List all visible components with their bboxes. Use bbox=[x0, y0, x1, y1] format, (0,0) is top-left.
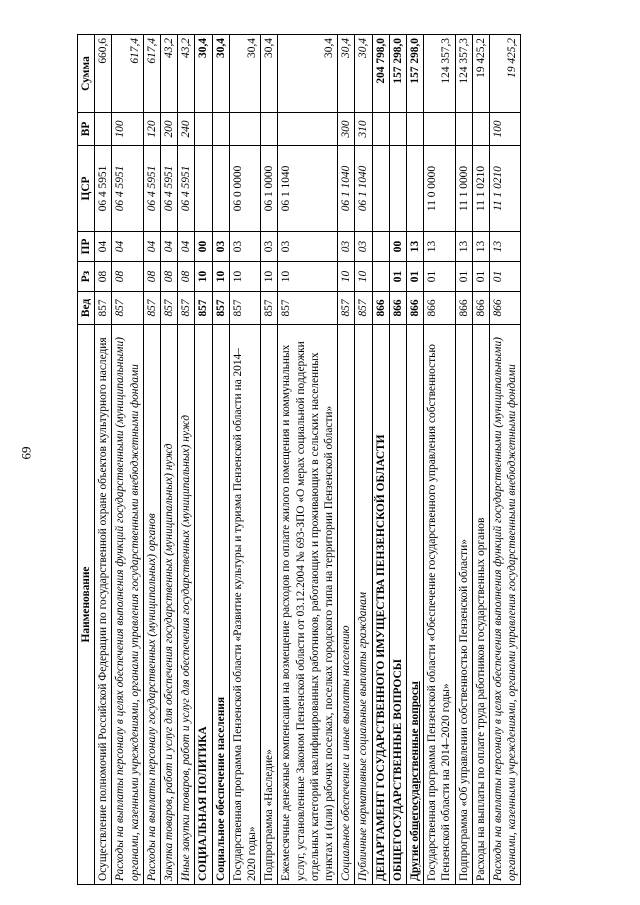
cell-pr: 04 bbox=[143, 232, 160, 262]
cell-ved: 857 bbox=[212, 292, 229, 325]
cell-ved: 857 bbox=[338, 292, 355, 325]
cell-name: Ежемесячные денежные компенсации на возмещение расходов по оплате жилого помещения и коммунальных услуг, установленные Законом Пензенской области от 03.12.2004 № 693-ЗПО «О мерах социальной поддержки отдельных категорий квалифицированных работников, работающих и проживающих в сельских населенных пунктах и (или) рабочих поселках, поселках городского типа на территории Пензенской области» bbox=[278, 325, 338, 885]
cell-rz: 01 bbox=[389, 262, 406, 292]
cell-csr: 06 4 5951 bbox=[178, 146, 195, 232]
cell-ved: 857 bbox=[278, 292, 338, 325]
cell-name: Государственная программа Пензенской области «Обеспечение государственного управления собственностью Пензенской области на 2014–2020 годы» bbox=[424, 325, 455, 885]
cell-vr: 240 bbox=[178, 113, 195, 146]
cell-pr: 03 bbox=[338, 232, 355, 262]
cell-pr: 13 bbox=[424, 232, 455, 262]
table-row bbox=[472, 35, 489, 885]
cell-pr: 13 bbox=[407, 232, 424, 262]
cell-csr: 06 4 5951 bbox=[112, 146, 143, 232]
cell-vr bbox=[424, 113, 455, 146]
cell-ved: 866 bbox=[455, 292, 472, 325]
cell-csr: 11 1 0000 bbox=[455, 146, 472, 232]
cell-pr: 00 bbox=[389, 232, 406, 262]
cell-ved: 866 bbox=[372, 292, 389, 325]
cell-ved: 857 bbox=[195, 292, 212, 325]
cell-name: Публичные нормативные социальные выплаты гражданам bbox=[355, 325, 372, 885]
table-row bbox=[178, 35, 195, 885]
header-sum: Сумма bbox=[78, 35, 95, 113]
table-row bbox=[143, 35, 160, 885]
cell-name: ОБЩЕГОСУДАРСТВЕННЫЕ ВОПРОСЫ bbox=[389, 325, 406, 885]
page-number-container bbox=[6, 0, 46, 905]
page-number: 69 bbox=[18, 446, 33, 459]
cell-sum: 30,4 bbox=[212, 35, 229, 113]
cell-ved: 857 bbox=[178, 292, 195, 325]
cell-csr: 06 1 1040 bbox=[355, 146, 372, 232]
cell-name: СОЦИАЛЬНАЯ ПОЛИТИКА bbox=[195, 325, 212, 885]
cell-vr bbox=[372, 113, 389, 146]
cell-rz: 10 bbox=[229, 262, 260, 292]
cell-rz bbox=[372, 262, 389, 292]
table-row bbox=[355, 35, 372, 885]
cell-sum: 660,6 bbox=[95, 35, 112, 113]
cell-ved: 857 bbox=[112, 292, 143, 325]
table-row bbox=[95, 35, 112, 885]
cell-csr bbox=[372, 146, 389, 232]
cell-rz: 08 bbox=[161, 262, 178, 292]
header-vr: ВР bbox=[78, 113, 95, 146]
cell-name: Социальное обеспечение населения bbox=[212, 325, 229, 885]
cell-name: Подпрограмма «Об управлении собственностью Пензенской области» bbox=[455, 325, 472, 885]
cell-csr: 06 4 5951 bbox=[161, 146, 178, 232]
cell-ved: 857 bbox=[95, 292, 112, 325]
cell-rz: 10 bbox=[195, 262, 212, 292]
rotated-page bbox=[77, 35, 605, 885]
cell-rz: 01 bbox=[472, 262, 489, 292]
cell-vr bbox=[472, 113, 489, 146]
cell-csr: 06 1 1040 bbox=[338, 146, 355, 232]
table-header-row bbox=[78, 35, 95, 885]
cell-sum: 30,4 bbox=[195, 35, 212, 113]
cell-pr: 13 bbox=[455, 232, 472, 262]
cell-sum: 30,4 bbox=[338, 35, 355, 113]
cell-vr bbox=[278, 113, 338, 146]
cell-sum: 617,4 bbox=[112, 35, 143, 113]
table-row bbox=[338, 35, 355, 885]
cell-name: ДЕПАРТАМЕНТ ГОСУДАРСТВЕННОГО ИМУЩЕСТВА ПЕНЗЕНСКОЙ ОБЛАСТИ bbox=[372, 325, 389, 885]
table-row bbox=[372, 35, 389, 885]
cell-name: Расходы на выплаты по оплате труда работников государственных органов bbox=[472, 325, 489, 885]
cell-csr: 06 4 5951 bbox=[95, 146, 112, 232]
cell-vr bbox=[407, 113, 424, 146]
cell-pr: 03 bbox=[278, 232, 338, 262]
cell-sum: 30,4 bbox=[278, 35, 338, 113]
cell-rz: 10 bbox=[261, 262, 278, 292]
header-pr: ПР bbox=[78, 232, 95, 262]
cell-sum: 43,2 bbox=[161, 35, 178, 113]
cell-pr: 04 bbox=[178, 232, 195, 262]
cell-csr: 06 1 0000 bbox=[261, 146, 278, 232]
table-row bbox=[389, 35, 406, 885]
table-row bbox=[407, 35, 424, 885]
cell-pr: 04 bbox=[95, 232, 112, 262]
table-row bbox=[112, 35, 143, 885]
cell-name: Подпрограмма «Наследие» bbox=[261, 325, 278, 885]
cell-name: Осуществление полномочий Российской Федерации по государственной охране объектов культурного наследия bbox=[95, 325, 112, 885]
cell-sum: 157 298,0 bbox=[389, 35, 406, 113]
cell-vr: 310 bbox=[355, 113, 372, 146]
cell-sum: 19 425,2 bbox=[472, 35, 489, 113]
cell-rz: 10 bbox=[338, 262, 355, 292]
cell-pr: 04 bbox=[161, 232, 178, 262]
cell-name: Закупка товаров, работ и услуг для обеспечения государственных (муниципальных) нужд bbox=[161, 325, 178, 885]
cell-pr bbox=[372, 232, 389, 262]
cell-pr: 13 bbox=[472, 232, 489, 262]
cell-rz: 10 bbox=[212, 262, 229, 292]
cell-vr: 120 bbox=[143, 113, 160, 146]
cell-ved: 857 bbox=[355, 292, 372, 325]
cell-pr: 03 bbox=[261, 232, 278, 262]
cell-csr bbox=[195, 146, 212, 232]
cell-ved: 857 bbox=[143, 292, 160, 325]
budget-table bbox=[77, 34, 521, 885]
cell-sum: 204 798,0 bbox=[372, 35, 389, 113]
cell-sum: 30,4 bbox=[229, 35, 260, 113]
cell-rz: 08 bbox=[143, 262, 160, 292]
header-ved: Вед bbox=[78, 292, 95, 325]
cell-vr bbox=[455, 113, 472, 146]
cell-vr: 100 bbox=[112, 113, 143, 146]
cell-vr bbox=[95, 113, 112, 146]
cell-sum: 617,4 bbox=[143, 35, 160, 113]
cell-csr: 11 1 0210 bbox=[472, 146, 489, 232]
cell-name: Другие общегосударственные вопросы bbox=[407, 325, 424, 885]
cell-name: Иные закупки товаров, работ и услуг для обеспечения государственных (муниципальных) нужд bbox=[178, 325, 195, 885]
cell-ved: 866 bbox=[407, 292, 424, 325]
cell-pr: 03 bbox=[212, 232, 229, 262]
cell-ved: 866 bbox=[424, 292, 455, 325]
cell-rz: 10 bbox=[278, 262, 338, 292]
cell-ved: 857 bbox=[161, 292, 178, 325]
cell-sum: 157 298,0 bbox=[407, 35, 424, 113]
cell-sum: 19 425,2 bbox=[490, 35, 521, 113]
header-csr: ЦСР bbox=[78, 146, 95, 232]
cell-name: Расходы на выплаты персоналу государственных (муниципальных) органов bbox=[143, 325, 160, 885]
cell-vr: 100 bbox=[490, 113, 521, 146]
cell-csr bbox=[407, 146, 424, 232]
table-row bbox=[490, 35, 521, 885]
cell-ved: 857 bbox=[229, 292, 260, 325]
cell-ved: 866 bbox=[472, 292, 489, 325]
cell-pr: 03 bbox=[229, 232, 260, 262]
cell-vr bbox=[389, 113, 406, 146]
cell-csr: 06 1 1040 bbox=[278, 146, 338, 232]
cell-pr: 00 bbox=[195, 232, 212, 262]
cell-ved: 866 bbox=[490, 292, 521, 325]
cell-ved: 866 bbox=[389, 292, 406, 325]
cell-name: Государственная программа Пензенской области «Развитие культуры и туризма Пензенской области на 2014–2020 годы» bbox=[229, 325, 260, 885]
table-row bbox=[212, 35, 229, 885]
cell-vr bbox=[195, 113, 212, 146]
table-row bbox=[229, 35, 260, 885]
cell-vr bbox=[261, 113, 278, 146]
table-row bbox=[424, 35, 455, 885]
cell-rz: 10 bbox=[355, 262, 372, 292]
cell-rz: 08 bbox=[178, 262, 195, 292]
cell-csr: 06 0 0000 bbox=[229, 146, 260, 232]
cell-vr: 200 bbox=[161, 113, 178, 146]
cell-csr bbox=[389, 146, 406, 232]
cell-csr: 11 1 0210 bbox=[490, 146, 521, 232]
cell-name: Социальное обеспечение и иные выплаты населению bbox=[338, 325, 355, 885]
table-row bbox=[195, 35, 212, 885]
header-name: Наименование bbox=[78, 325, 95, 885]
cell-csr: 11 0 0000 bbox=[424, 146, 455, 232]
header-rz: Рз bbox=[78, 262, 95, 292]
cell-pr: 13 bbox=[490, 232, 521, 262]
cell-csr bbox=[212, 146, 229, 232]
table-row bbox=[161, 35, 178, 885]
table-body bbox=[95, 35, 521, 885]
cell-sum: 124 357,3 bbox=[455, 35, 472, 113]
cell-rz: 01 bbox=[407, 262, 424, 292]
cell-sum: 30,4 bbox=[355, 35, 372, 113]
cell-sum: 124 357,3 bbox=[424, 35, 455, 113]
cell-pr: 04 bbox=[112, 232, 143, 262]
cell-rz: 08 bbox=[112, 262, 143, 292]
cell-sum: 30,4 bbox=[261, 35, 278, 113]
cell-rz: 01 bbox=[455, 262, 472, 292]
cell-ved: 857 bbox=[261, 292, 278, 325]
cell-vr: 300 bbox=[338, 113, 355, 146]
cell-name: Расходы на выплаты персоналу в целях обеспечения выполнения функций государственными (муниципальными) органами, казенными учреждениями, органами управления государственными внебюджетными фондами bbox=[490, 325, 521, 885]
cell-rz: 01 bbox=[490, 262, 521, 292]
cell-pr: 03 bbox=[355, 232, 372, 262]
cell-vr bbox=[229, 113, 260, 146]
table-row bbox=[455, 35, 472, 885]
table-row bbox=[278, 35, 338, 885]
cell-rz: 01 bbox=[424, 262, 455, 292]
cell-csr: 06 4 5951 bbox=[143, 146, 160, 232]
cell-vr bbox=[212, 113, 229, 146]
cell-rz: 08 bbox=[95, 262, 112, 292]
cell-sum: 43,2 bbox=[178, 35, 195, 113]
cell-name: Расходы на выплаты персоналу в целях обеспечения выполнения функций государственными (муниципальными) органами, казенными учреждениями, органами управления государственными внебюджетными фондами bbox=[112, 325, 143, 885]
table-row bbox=[261, 35, 278, 885]
